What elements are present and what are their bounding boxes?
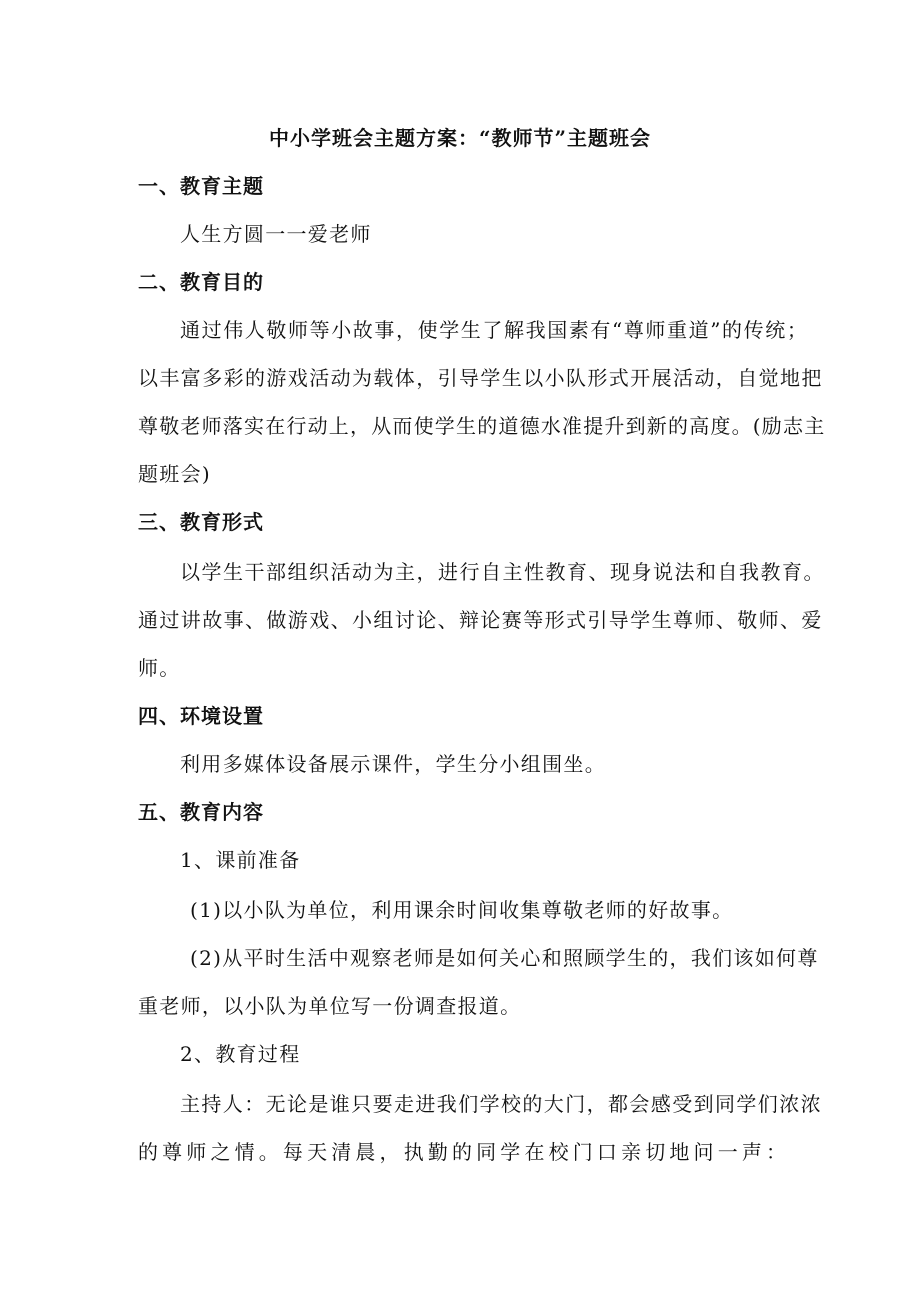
section-heading-1: 一、教育主题 bbox=[138, 174, 264, 198]
paragraph-line: 尊敬老师落实在行动上，从而使学生的道德水准提升到新的高度。(励志主 bbox=[138, 414, 826, 438]
paragraph-line: 以丰富多彩的游戏活动为载体，引导学生以小队形式开展活动，自觉地把 bbox=[138, 366, 823, 390]
section-heading-3: 三、教育形式 bbox=[138, 510, 264, 534]
section-heading-2: 二、教育目的 bbox=[138, 270, 264, 294]
paragraph-line: 题班会) bbox=[138, 462, 212, 486]
paragraph-line: 重老师，以小队为单位写一份调查报道。 bbox=[138, 994, 522, 1018]
subsection-heading: 1、课前准备 bbox=[180, 848, 301, 872]
paragraph-line: 的尊师之情。每天清晨，执勤的同学在校门口亲切地问一声： bbox=[138, 1140, 786, 1164]
paragraph-line: 以学生干部组织活动为主，进行自主性教育、现身说法和自我教育。 bbox=[180, 560, 825, 584]
paragraph-line: 利用多媒体设备展示课件，学生分小组围坐。 bbox=[180, 752, 606, 776]
paragraph-line: 主持人：无论是谁只要走进我们学校的大门，都会感受到同学们浓浓 bbox=[180, 1092, 822, 1116]
section-heading-4: 四、环境设置 bbox=[138, 704, 264, 728]
paragraph-line: (2)从平时生活中观察老师是如何关心和照顾学生的，我们该如何尊 bbox=[190, 946, 819, 970]
paragraph-line: (1)以小队为单位，利用课余时间收集尊敬老师的好故事。 bbox=[190, 898, 734, 922]
document-title: 中小学班会主题方案：“教师节”主题班会 bbox=[268, 126, 651, 150]
section-heading-5: 五、教育内容 bbox=[138, 800, 264, 824]
paragraph-line: 通过伟人敬师等小故事，使学生了解我国素有“尊师重道”的传统； bbox=[180, 318, 809, 342]
paragraph-line: 通过讲故事、做游戏、小组讨论、辩论赛等形式引导学生尊师、敬师、爱 bbox=[138, 608, 823, 632]
paragraph-line: 师。 bbox=[138, 656, 181, 680]
paragraph-line: 人生方圆一一爱老师 bbox=[180, 222, 372, 246]
subsection-heading: 2、教育过程 bbox=[180, 1042, 301, 1066]
